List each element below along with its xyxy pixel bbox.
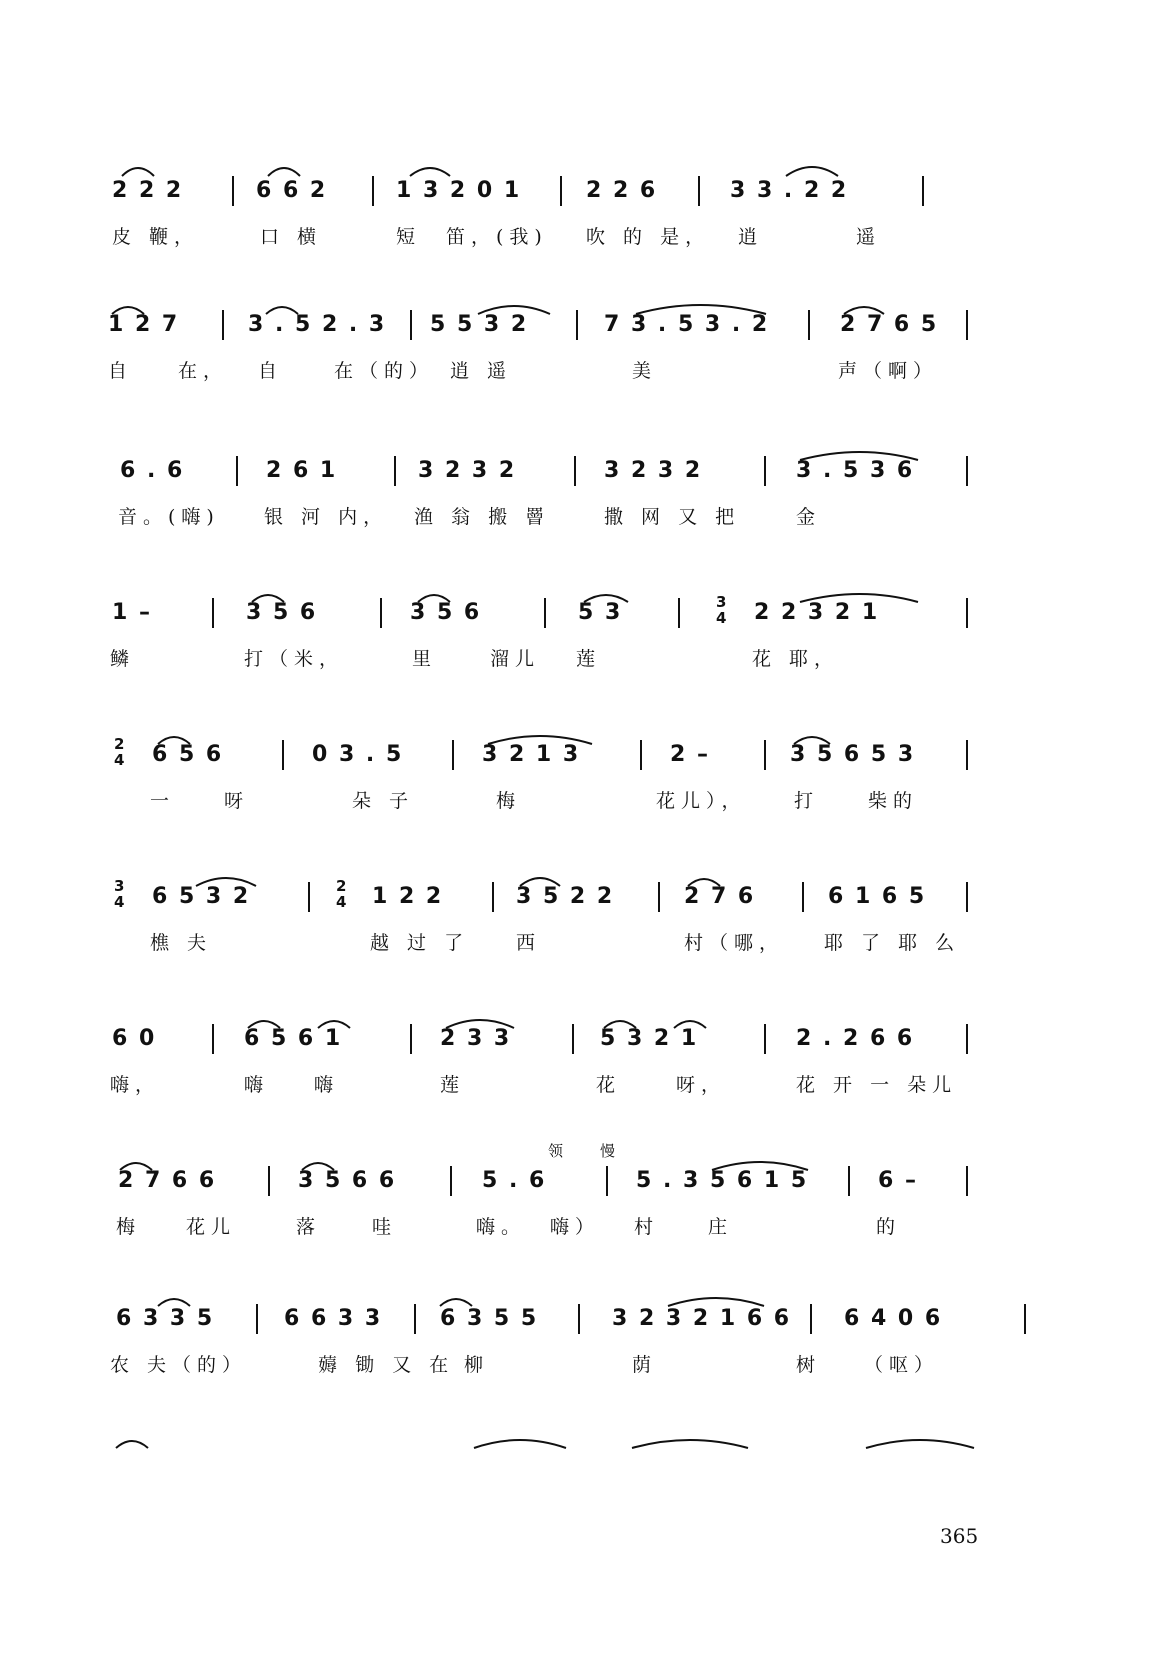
measure-notes: 3 5 6 5 3 — [790, 742, 916, 767]
slur — [252, 595, 284, 602]
slur — [712, 1162, 808, 1170]
performance-annotation: 领 — [548, 1142, 564, 1160]
lyric-syllables: （呕） — [864, 1354, 940, 1376]
tempo-annotation: 慢 — [600, 1142, 616, 1160]
measure-notes: 6 5 3 2 — [152, 884, 251, 909]
lyric-syllables: 村 — [634, 1216, 660, 1238]
lyric-syllables: 笛，(我) — [446, 226, 548, 248]
measure-notes: 3 . 5 2 . 3 — [248, 312, 387, 337]
time-signature-top: 2 — [336, 877, 347, 895]
lyric-syllables: 溜儿 — [490, 648, 541, 670]
time-signature-bottom: 4 — [716, 609, 727, 627]
measure-notes: 3 5 2 2 — [516, 884, 615, 909]
lyric-syllables: 莲 — [576, 648, 602, 670]
slur — [584, 595, 628, 602]
measure-notes: 6 6 2 — [256, 178, 328, 203]
measure-notes: 7 3 . 5 3 . 2 — [604, 312, 770, 337]
measure-notes: 3 3 . 2 2 — [730, 178, 849, 203]
lyric-syllables: 在， — [178, 360, 229, 382]
measure-notes: 5 3 — [578, 600, 623, 625]
measure-notes: 6 3 5 5 — [440, 1306, 539, 1331]
measure-notes: 3 5 6 6 — [298, 1168, 397, 1193]
slur — [418, 595, 450, 602]
lyric-syllables: 嗨。 — [476, 1216, 527, 1238]
slur — [120, 1163, 152, 1170]
measure-notes: 2 . 2 6 6 — [796, 1026, 915, 1051]
lyric-syllables: 嗨） — [550, 1216, 601, 1238]
lyric-syllables: 音。(嗨) — [118, 506, 220, 528]
lyric-syllables: 一 — [150, 790, 176, 812]
measure-notes: 2 3 3 — [440, 1026, 512, 1051]
lyric-syllables: 银 河 内， — [264, 506, 389, 528]
slur — [122, 168, 154, 176]
slur — [266, 307, 298, 314]
measure-notes: 2 7 6 6 — [118, 1168, 217, 1193]
slur — [800, 452, 918, 460]
time-signature-bottom: 4 — [114, 893, 125, 911]
lyric-syllables: 荫 — [632, 1354, 658, 1376]
lyric-syllables: 朵 子 — [352, 790, 415, 812]
slur — [318, 1021, 350, 1028]
slur — [800, 594, 918, 602]
measure-notes: 3 2 3 2 — [418, 458, 517, 483]
slur — [302, 1163, 334, 1170]
slur — [794, 737, 830, 744]
lyric-syllables: 逍 — [738, 226, 764, 248]
measure-notes: 6 – — [878, 1168, 918, 1193]
lyric-syllables: 莲 — [440, 1074, 466, 1096]
lyric-syllables: 鳞 — [110, 648, 136, 670]
lyric-syllables: 梅 — [116, 1216, 142, 1238]
measure-notes: 5 . 6 — [482, 1168, 547, 1193]
slur — [844, 307, 884, 314]
measure-notes: 6 1 6 5 — [828, 884, 927, 909]
lyric-syllables: 的 — [876, 1216, 902, 1238]
lyric-syllables: 美 — [632, 360, 658, 382]
measure-notes: 3 2 1 3 — [482, 742, 581, 767]
lyric-syllables: 里 — [412, 648, 438, 670]
measure-notes: 5 5 3 2 — [430, 312, 529, 337]
lyric-syllables: 嗨 — [314, 1074, 340, 1096]
lyric-syllables: 花 开 一 朵儿 — [796, 1074, 958, 1096]
lyric-syllables: 金 — [796, 506, 822, 528]
slur — [668, 1298, 764, 1306]
slur — [116, 1441, 148, 1448]
measure-notes: 3 5 6 — [410, 600, 482, 625]
slur — [410, 168, 450, 176]
measure-notes: 6 6 3 3 — [284, 1306, 383, 1331]
time-signature-top: 3 — [114, 877, 125, 895]
lyric-syllables: 村（哪， — [684, 932, 785, 954]
slur — [604, 1021, 636, 1028]
slur — [268, 168, 300, 176]
slur — [158, 737, 190, 744]
slur — [866, 1440, 974, 1448]
measure-notes: 6 0 — [112, 1026, 157, 1051]
measure-notes: 3 2 3 2 — [604, 458, 703, 483]
lyric-syllables: 柳 — [464, 1354, 490, 1376]
measure-notes: 2 6 1 — [266, 458, 338, 483]
measure-notes: 2 7 6 5 — [840, 312, 939, 337]
lyric-syllables: 逍 遥 — [450, 360, 513, 382]
measure-notes: 5 3 2 1 — [600, 1026, 699, 1051]
lyric-syllables: 嗨 — [244, 1074, 270, 1096]
measure-notes: 1 – — [112, 600, 152, 625]
measure-notes: 1 3 2 0 1 — [396, 178, 522, 203]
measure-notes: 2 – — [670, 742, 710, 767]
lyric-syllables: 花 耶， — [752, 648, 840, 670]
lyric-syllables: 树 — [796, 1354, 822, 1376]
lyric-syllables: 农 夫（的） — [110, 1354, 248, 1376]
measure-notes: 3 . 5 3 6 — [796, 458, 915, 483]
measure-notes: 6 5 6 1 — [244, 1026, 343, 1051]
lyric-syllables: 西 — [516, 932, 542, 954]
lyric-syllables: 声（啊） — [838, 360, 939, 382]
measure-notes: 1 2 7 — [108, 312, 180, 337]
lyric-syllables: 渔 翁 搬 罾 — [414, 506, 551, 528]
lyric-syllables: 梅 — [496, 790, 522, 812]
lyric-syllables: 嗨， — [110, 1074, 161, 1096]
lyric-syllables: 呀， — [676, 1074, 727, 1096]
lyric-syllables: 庄 — [708, 1216, 734, 1238]
lyric-syllables: 口 横 — [260, 226, 323, 248]
lyric-syllables: 吹 的 是， — [586, 226, 711, 248]
lyric-syllables: 耶 了 耶 么 — [824, 932, 961, 954]
lyric-syllables: 遥 — [856, 226, 882, 248]
lyric-syllables: 撒 网 又 把 — [604, 506, 741, 528]
measure-notes: 6 5 6 — [152, 742, 224, 767]
slur — [474, 1440, 566, 1448]
slur — [674, 1021, 706, 1028]
lyric-syllables: 花儿 — [186, 1216, 237, 1238]
lyric-syllables: 皮 鞭， — [112, 226, 200, 248]
measure-notes: 3 5 6 — [246, 600, 318, 625]
lyric-syllables: 自 — [108, 360, 134, 382]
slur — [636, 305, 766, 314]
time-signature-top: 2 — [114, 735, 125, 753]
page-number: 365 — [940, 1524, 979, 1548]
lyric-syllables: 樵 夫 — [150, 932, 213, 954]
slur — [440, 1299, 472, 1306]
measure-notes: 2 7 6 — [684, 884, 756, 909]
lyric-syllables: 花儿）， — [656, 790, 747, 812]
measure-notes: 1 2 2 — [372, 884, 444, 909]
measure-notes: 6 3 3 5 — [116, 1306, 215, 1331]
lyric-syllables: 打（米， — [244, 648, 345, 670]
lyric-syllables: 薅 锄 又 在 — [318, 1354, 455, 1376]
measure-notes: 6 4 0 6 — [844, 1306, 943, 1331]
measure-notes: 3 2 3 2 1 6 6 — [612, 1306, 792, 1331]
lyric-syllables: 哇 — [372, 1216, 398, 1238]
slur — [248, 1021, 280, 1028]
lyric-syllables: 落 — [296, 1216, 322, 1238]
lyric-syllables: 呀 — [224, 790, 250, 812]
slur — [158, 1299, 190, 1306]
lyric-syllables: 花 — [596, 1074, 622, 1096]
slur — [488, 736, 592, 744]
measure-notes: 6 . 6 — [120, 458, 185, 483]
lyric-syllables: 自 — [258, 360, 284, 382]
lyric-syllables: 打 — [794, 790, 820, 812]
time-signature-bottom: 4 — [336, 893, 347, 911]
lyric-syllables: 短 — [396, 226, 422, 248]
lyric-syllables: 柴的 — [868, 790, 919, 812]
slur — [786, 167, 838, 176]
slur — [520, 878, 560, 886]
measure-notes: 2 2 3 2 1 — [754, 600, 880, 625]
time-signature-bottom: 4 — [114, 751, 125, 769]
measure-notes: 0 3 . 5 — [312, 742, 404, 767]
slur — [632, 1440, 748, 1448]
measure-notes: 5 . 3 5 6 1 5 — [636, 1168, 809, 1193]
measure-notes: 2 2 2 — [112, 178, 184, 203]
slur — [688, 879, 720, 886]
lyric-syllables: 越 过 了 — [370, 932, 470, 954]
slur — [478, 306, 550, 314]
time-signature-top: 3 — [716, 593, 727, 611]
slur — [112, 307, 144, 314]
measure-notes: 2 2 6 — [586, 178, 658, 203]
slur — [196, 878, 256, 886]
lyric-syllables: 在（的） — [334, 360, 435, 382]
slur — [446, 1020, 514, 1028]
